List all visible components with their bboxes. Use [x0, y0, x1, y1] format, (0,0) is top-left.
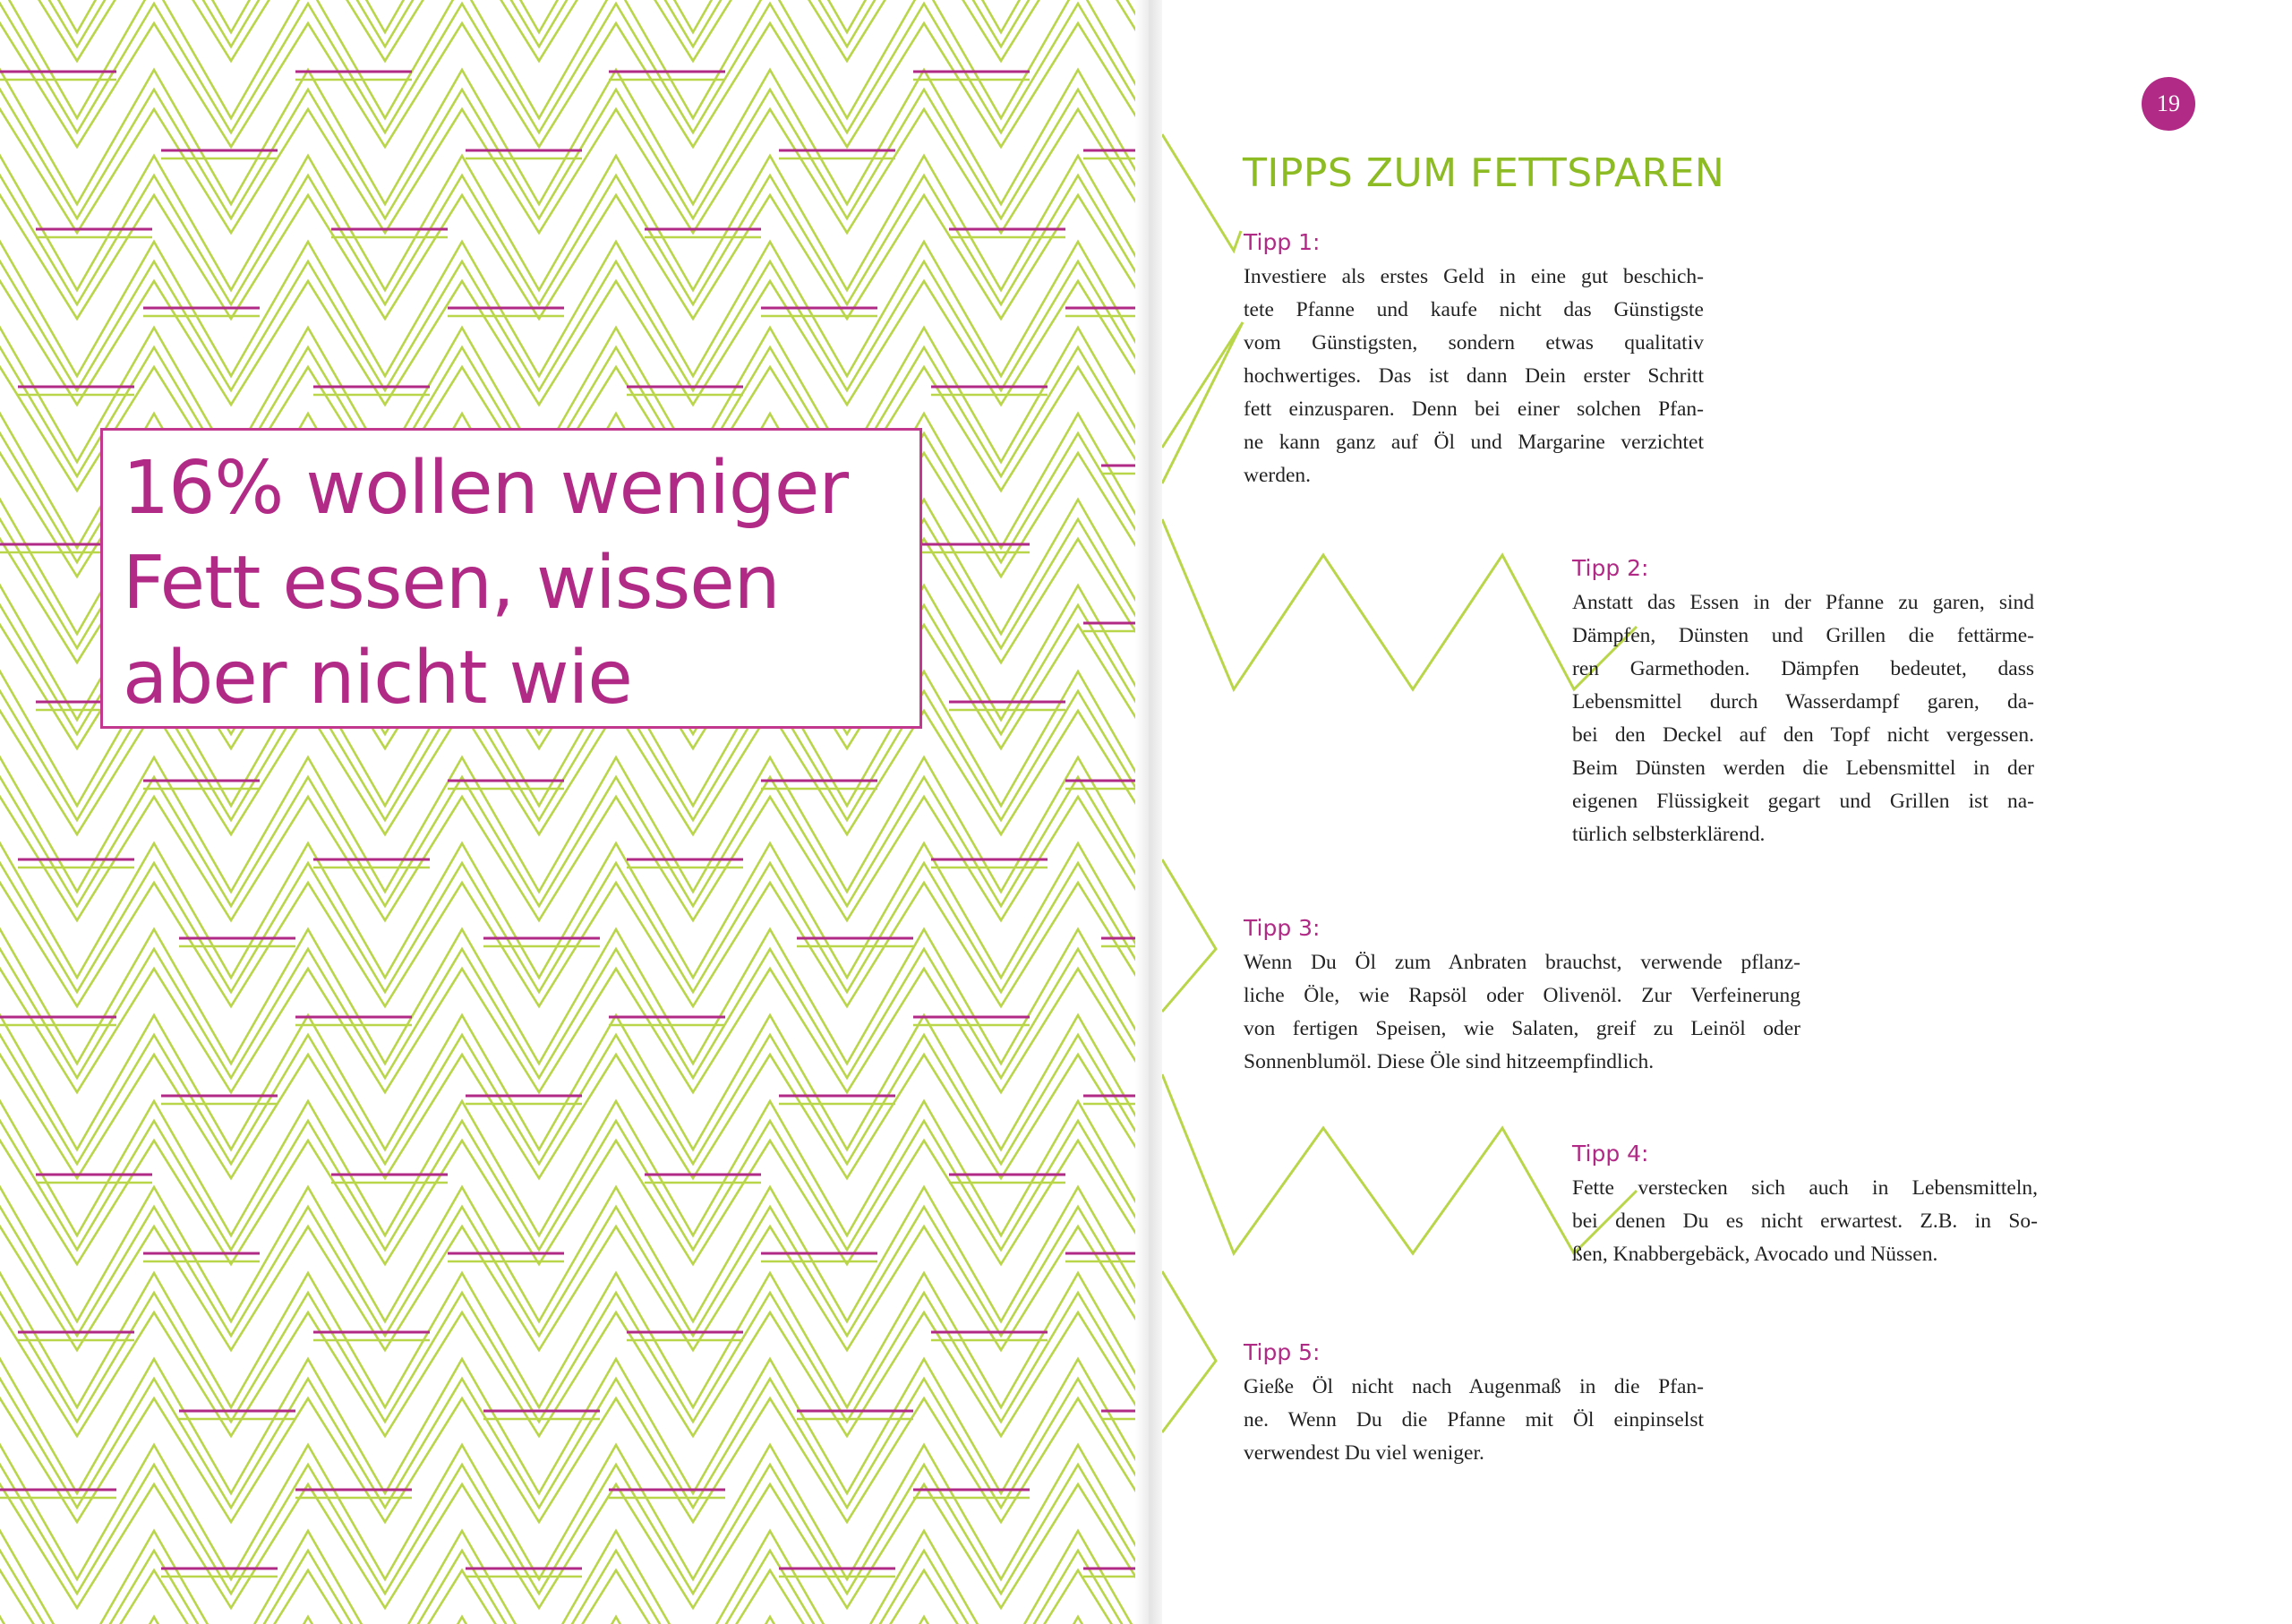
tip-text-line: ßen, Knabbergebäck, Avocado und Nüssen.: [1572, 1243, 1938, 1266]
tip-text-line: von fertigen Speisen, wie Salaten, greif zu Leinöl oder: [1244, 1017, 1800, 1040]
tip-text-line: fett einzusparen. Denn bei einer solchen Pfan-: [1244, 397, 1704, 421]
zigzag-line: [1162, 519, 1637, 689]
tip-text-line: bei denen Du es nicht erwartest. Z.B. in So-: [1572, 1209, 2038, 1233]
zigzag-line: [1162, 1271, 1216, 1432]
tip-text-line: Dämpfen, Dünsten und Grillen die fettärme-: [1572, 624, 2034, 647]
tip-text-line: Anstatt das Essen in der Pfanne zu garen, sind: [1572, 591, 2034, 614]
tip-text-line: Fette verstecken sich auch in Lebensmitteln,: [1572, 1176, 2038, 1200]
tip-text-line: Sonnenblumöl. Diese Öle sind hitzeempfindlich.: [1244, 1050, 1655, 1073]
quote-line: Fett essen, wissen: [123, 541, 780, 626]
tip-text-line: Gieße Öl nicht nach Augenmaß in die Pfan-: [1244, 1375, 1704, 1398]
tip-label: Tipp 1:: [1244, 229, 1321, 255]
tip-4: [1572, 1141, 2038, 1271]
page-number-badge: [2142, 77, 2195, 131]
tip-text-line: eigenen Flüssigkeit gegart und Grillen ist na-: [1572, 790, 2034, 813]
tip-text-line: ren Garmethoden. Dämpfen bedeutet, dass: [1572, 657, 2034, 680]
chevron-lines: [0, 0, 1144, 1624]
tip-1: [1244, 229, 1704, 492]
tip-5: [1244, 1339, 1704, 1470]
tip-text-line: Beim Dünsten werden die Lebensmittel in der: [1572, 756, 2034, 780]
tip-text-line: hochwertiges. Das ist dann Dein erster Schritt: [1244, 364, 1704, 388]
zigzag-line: [1162, 322, 1243, 483]
tip-label: Tipp 4:: [1572, 1141, 1649, 1167]
tip-text-line: Investiere als erstes Geld in eine gut beschich-: [1244, 265, 1704, 288]
tip-text-line: verwendest Du viel weniger.: [1244, 1441, 1484, 1465]
tip-text-line: Wenn Du Öl zum Anbraten brauchst, verwende pflanz-: [1244, 951, 1800, 974]
tip-text-line: liche Öle, wie Rapsöl oder Olivenöl. Zur Verfeinerung: [1244, 984, 1800, 1007]
tip-text-line: vom Günstigsten, sondern etwas qualitativ: [1244, 331, 1704, 355]
zigzag-line: [1162, 134, 1241, 251]
quote-line: 16% wollen weniger: [123, 446, 849, 531]
tip-text-line: ne. Wenn Du die Pfanne mit Öl einpinselst: [1244, 1408, 1704, 1432]
quote-line: aber nicht wie: [123, 636, 632, 721]
tip-text-line: ne kann ganz auf Öl und Margarine verzichtet: [1244, 431, 1704, 454]
tip-label: Tipp 2:: [1572, 555, 1649, 581]
tip-2: [1572, 555, 2034, 851]
tip-text-line: werden.: [1244, 464, 1312, 487]
left-page: [0, 0, 1144, 1624]
chevron-pattern: [0, 0, 1144, 1624]
tip-text-line: türlich selbsterklärend.: [1572, 823, 1766, 846]
quote-box: [100, 428, 922, 729]
book-gutter: [1135, 0, 1162, 1624]
tip-text-line: tete Pfanne und kaufe nicht das Günstigste: [1244, 298, 1704, 321]
zigzag-line: [1162, 1074, 1637, 1253]
zigzag-line: [1162, 859, 1216, 1012]
page-number: 19: [2157, 90, 2180, 116]
tip-text-line: bei den Deckel auf den Topf nicht vergessen.: [1572, 723, 2034, 747]
tip-text-line: Lebensmittel durch Wasserdampf garen, da-: [1572, 690, 2034, 714]
tip-3: [1244, 915, 1800, 1079]
tip-label: Tipp 3:: [1244, 915, 1321, 941]
page-title: TIPPS ZUM FETTSPAREN: [1243, 150, 1725, 196]
tip-label: Tipp 5:: [1244, 1339, 1321, 1365]
